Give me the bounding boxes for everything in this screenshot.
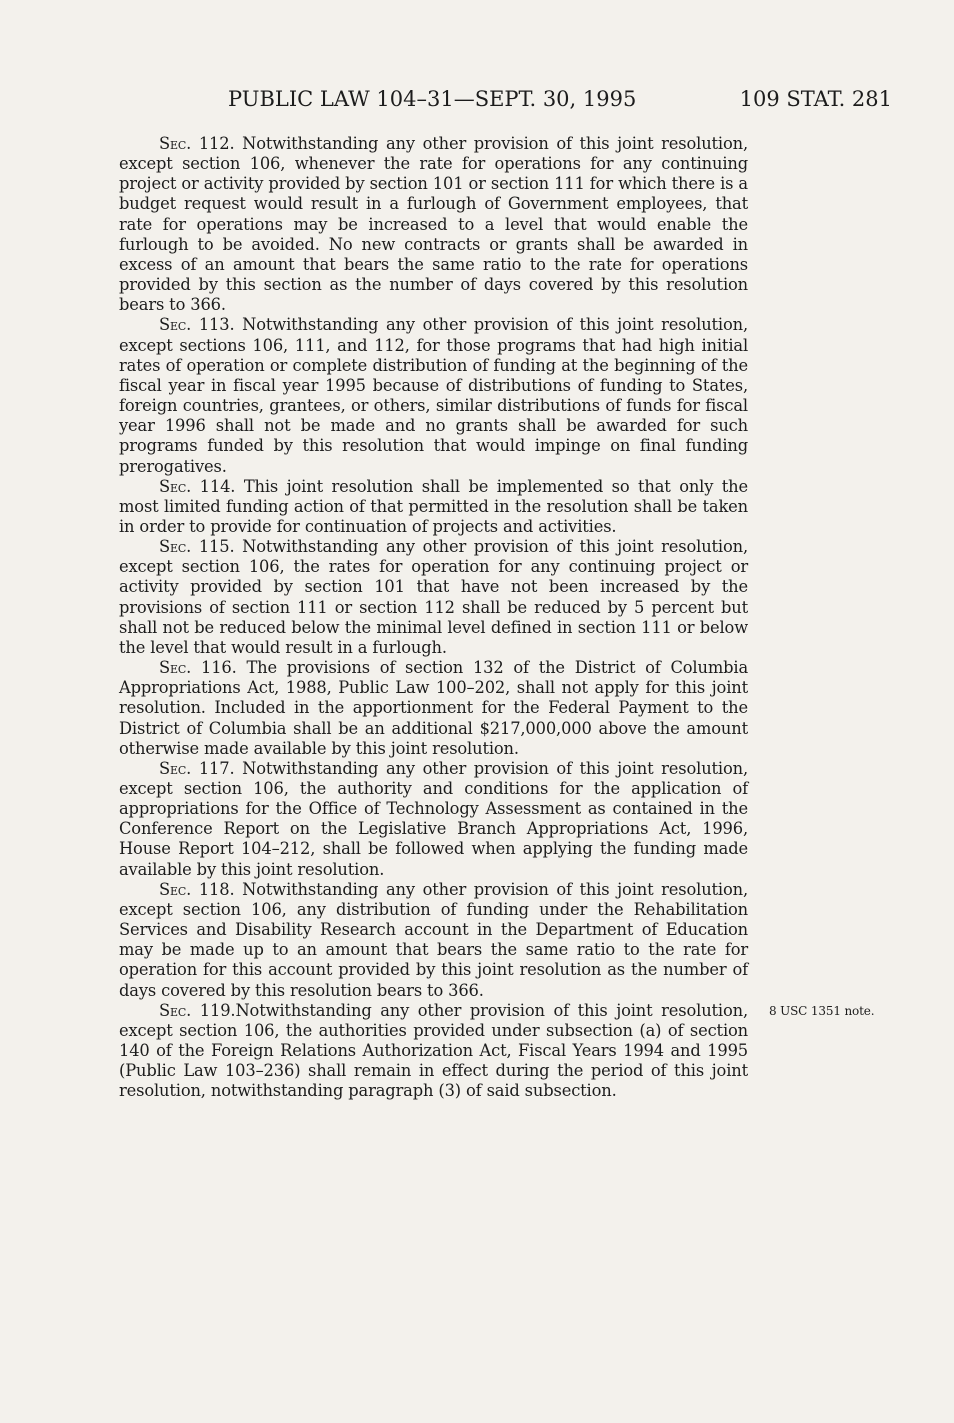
section-label: Sec. 115. — [159, 537, 235, 557]
margin-note: 8 USC 1351 note. — [769, 1003, 875, 1018]
section-text: Notwithstanding any other provision of this joint resolution, except section 106, the authority and conditions for the application of appropriations for the Office of Technology Assessment as contained in the Conference Report on the Legislative Branch Appropriations Act, 1996, House Report 104–212, shall be followed when applying the funding made available by this joint resolution. — [119, 758, 748, 879]
section-text: Notwithstanding any other provision of this joint resolution, except section 106, any distribution of funding under the Rehabilitation Services and Disability Research account in the Department of Education may be made up to an amount that bears the same ratio to the rate for operation for this account provided by this joint resolution as the number of days covered by this resolution bears to 366. — [119, 879, 748, 1000]
section-label: Sec. 116. — [159, 658, 237, 678]
section-119 — [119, 1000, 875, 1102]
section-text: The provisions of section 132 of the District of Columbia Appropriations Act, 1988, Public Law 100–202, shall not apply for this joint resolution. Included in the apportionment for the Federal Payment to the District of Columbia shall be an additional $217,000,000 above the amount otherwise made available by this joint resolution. — [119, 658, 748, 758]
document-body — [119, 134, 875, 1102]
section-label: Sec. 117. — [159, 758, 235, 778]
section-label: Sec. 113. — [159, 315, 235, 335]
section-label: Sec. 112. — [159, 134, 235, 153]
section-116 — [119, 658, 748, 759]
section-114 — [119, 477, 748, 537]
section-text: Notwithstanding any other provision of this joint resolution, except sections 106, 111, and 112, for those programs that had high initial rates of operation or complete distribution of funding at the beginning of the fiscal year in fiscal year 1995 because of distributions of funding to States, foreign countries, grantees, or others, similar distributions of funds for fiscal year 1996 shall not be made and no grants shall be awarded for such programs funded by this resolution that would impinge on final funding prerogatives. — [119, 315, 748, 476]
running-header — [228, 84, 892, 114]
section-112 — [119, 134, 748, 315]
section-text: Notwithstanding any other provision of this joint resolution, except section 106, the rates for operation for any continuing project or activity provided by section 101 that have not been increased by the provisions of section 111 or section 112 shall be reduced by 5 percent but shall not be reduced below the minimal level defined in section 111 or below the level that would result in a furlough. — [119, 537, 748, 657]
section-118 — [119, 880, 748, 1001]
section-text: This joint resolution shall be implemented so that only the most limited funding action of that permitted in the resolution shall be taken in order to provide for continuation of projects and activities. — [119, 476, 748, 536]
header-title: PUBLIC LAW 104–31—SEPT. 30, 1995 — [228, 87, 637, 111]
section-text: Notwithstanding any other provision of this joint resolution, except section 106, whenever the rate for operations for any continuing project or activity provided by section 101 or section 111 for which there is a budget request would result in a furlough of Government employees, that rate for operations may be increased to a level that would enable the furlough to be avoided. No new contracts or grants shall be awarded in excess of an amount that bears the same ratio to the rate for operations provided by this section as the number of days covered by this resolution bears to 366. — [119, 134, 748, 315]
section-label: Sec. 119. — [159, 1000, 236, 1020]
section-117 — [119, 759, 748, 880]
section-115 — [119, 537, 748, 658]
section-text: Notwithstanding any other provision of this joint resolution, except section 106, the authorities provided under subsection (a) of section 140 of the Foreign Relations Authorization Act, Fiscal Years 1994 and 1995 (Public Law 103–236) shall remain in effect during the period of this joint resolution, notwithstanding paragraph (3) of said subsection. — [119, 1000, 748, 1101]
section-label: Sec. 114. — [159, 476, 236, 496]
header-stat-page: 109 STAT. 281 — [739, 87, 892, 111]
section-label: Sec. 118. — [159, 879, 235, 899]
section-113 — [119, 315, 748, 476]
